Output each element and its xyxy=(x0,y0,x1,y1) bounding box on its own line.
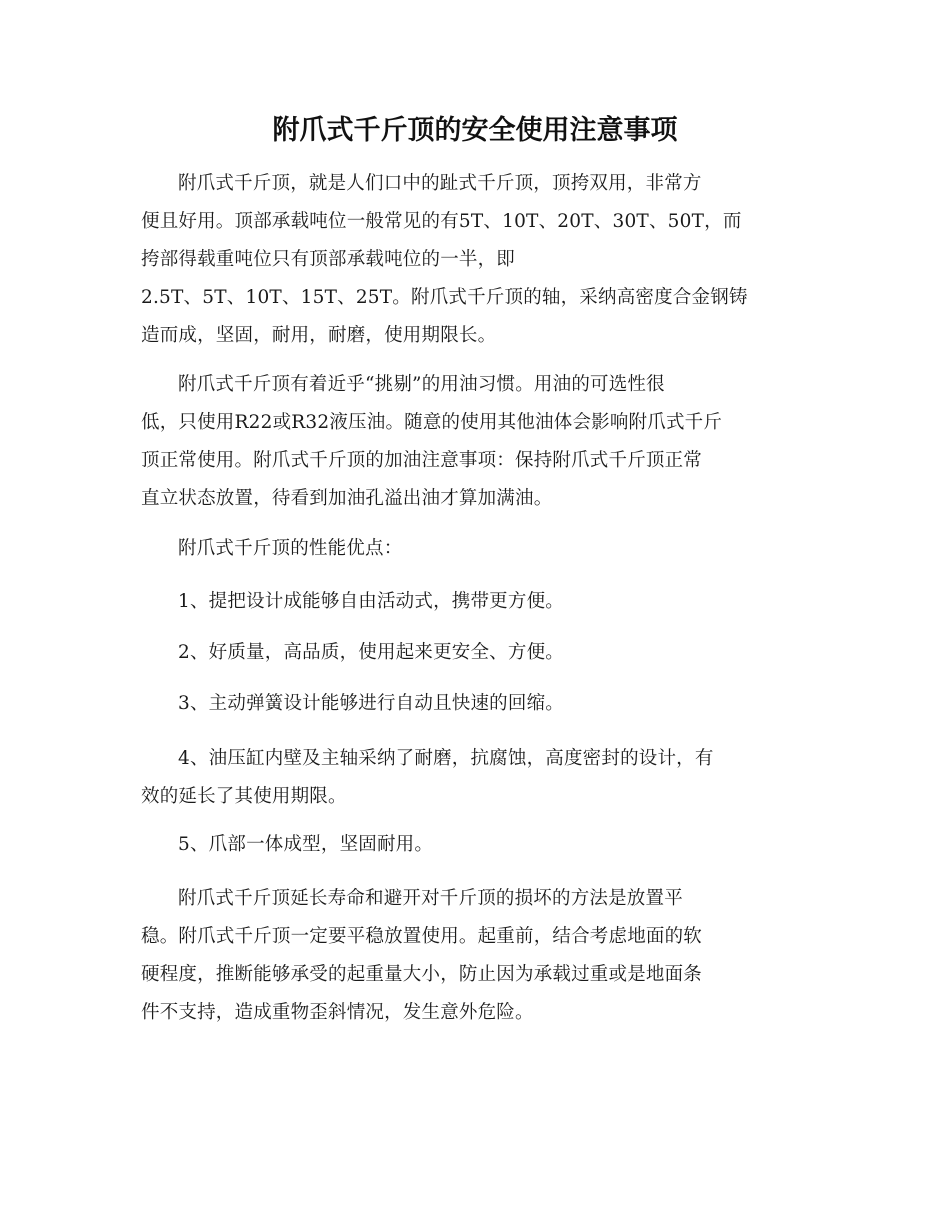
paragraph-line: 挎部得载重吨位只有顶部承载吨位的一半，即 xyxy=(141,249,516,270)
paragraph-line: 5、爪部一体成型，坚固耐用。 xyxy=(178,834,434,855)
list-item-5 xyxy=(141,826,813,864)
paragraph-line: 顶正常使用。附爪式千斤顶的加油注意事项：保持附爪式千斤顶正常 xyxy=(141,450,703,471)
paragraph-intro xyxy=(141,165,813,355)
paragraph-line: 低，只使用R22或R32液压油。随意的使用其他油体会影响附爪式千斤 xyxy=(141,412,723,433)
paragraph-advantages-heading xyxy=(141,530,813,568)
paragraph-line: 附爪式千斤顶，就是人们口中的趾式千斤顶，顶挎双用，非常方 xyxy=(178,173,702,194)
list-item-3 xyxy=(141,685,813,723)
paragraph-line: 2.5T、5T、10T、15T、25T。附爪式千斤顶的轴，采纳高密度合金钢铸 xyxy=(141,287,748,308)
paragraph-line: 造而成，坚固，耐用，耐磨，使用期限长。 xyxy=(141,325,497,346)
list-item-2 xyxy=(141,634,813,672)
document-title: 附爪式千斤顶的安全使用注意事项 xyxy=(272,115,678,146)
paragraph-lifespan xyxy=(141,880,813,1032)
paragraph-line: 硬程度，推断能够承受的起重量大小，防止因为承载过重或是地面条 xyxy=(141,964,703,985)
paragraph-line: 件不支持，造成重物歪斜情况，发生意外危险。 xyxy=(141,1002,534,1023)
list-item-1 xyxy=(141,583,813,621)
paragraph-line: 4、油压缸内壁及主轴采纳了耐磨，抗腐蚀，高度密封的设计，有 xyxy=(178,748,714,769)
paragraph-line: 直立状态放置，待看到加油孔溢出油才算加满油。 xyxy=(141,488,553,509)
paragraph-line: 2、好质量，高品质，使用起来更安全、方便。 xyxy=(178,642,564,663)
paragraph-line: 1、提把设计成能够自由活动式，携带更方便。 xyxy=(178,591,564,612)
paragraph-line: 3、主动弹簧设计能够进行自动且快速的回缩。 xyxy=(178,693,564,714)
paragraph-line: 稳。附爪式千斤顶一定要平稳放置使用。起重前，结合考虑地面的软 xyxy=(141,926,703,947)
list-item-4 xyxy=(141,740,813,816)
paragraph-line: 附爪式千斤顶的性能优点： xyxy=(178,538,403,559)
paragraph-line: 附爪式千斤顶有着近乎“挑剔”的用油习惯。用油的可选性很 xyxy=(178,374,665,395)
paragraph-line: 附爪式千斤顶延长寿命和避开对千斤顶的损坏的方法是放置平 xyxy=(178,888,683,909)
paragraph-oil xyxy=(141,366,813,518)
paragraph-line: 便且好用。顶部承载吨位一般常见的有5T、10T、20T、30T、50T，而 xyxy=(141,211,742,232)
paragraph-line: 效的延长了其使用期限。 xyxy=(141,786,347,807)
